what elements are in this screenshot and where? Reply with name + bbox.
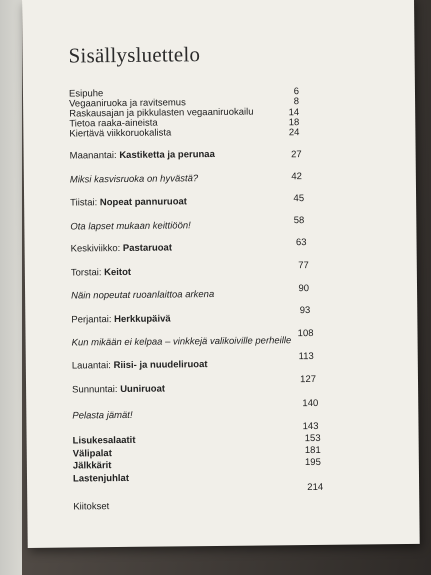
toc-page-number: 58 — [293, 215, 305, 227]
toc-page-number: 93 — [299, 304, 311, 317]
toc-entry-lauantai: Lauantai: Riisi- ja nuudeliruoat — [71, 359, 208, 372]
toc-entry-esipuhe: Esipuhe — [68, 88, 104, 100]
toc-page-number: 153 — [304, 432, 321, 445]
toc-page-number: 63 — [295, 237, 307, 249]
toc-entry-raaka-aineet: Tietoa raaka-aineista — [69, 117, 158, 130]
toc-entry-sunnuntai: Sunnuntai: Uuniruoat — [72, 383, 166, 396]
toc-entry-perjantai: Perjantai: Herkkupäivä — [71, 313, 171, 326]
toc-entry-ravitsemus: Vegaaniruoka ja ravitsemus — [69, 97, 186, 110]
toc-entry-maanantai: Maanantai: Kastiketta ja perunaa — [69, 148, 215, 162]
toc-entry-jalkkarit: Jälkkärit — [72, 460, 112, 472]
toc-page-number: 143 — [302, 420, 319, 433]
toc-entry-kiitokset: Kiitokset — [73, 501, 110, 513]
toc-page-number: 90 — [298, 283, 310, 295]
toc-entry-viikkoruokalista: Kiertävä viikkoruokalista — [69, 127, 172, 140]
book-page — [22, 0, 420, 548]
toc-page-number: 127 — [300, 373, 317, 386]
toc-page-number: 8 — [293, 96, 300, 108]
toc-entry-kelpaa: Kun mikään ei kelpaa – vinkkejä valikoiville perheille — [71, 335, 292, 349]
toc-entry-keskiviikko: Keskiviikko: Pastaruoat — [70, 242, 173, 255]
toc-page-number: 45 — [293, 193, 305, 205]
toc-entry-lastenjuhlat: Lastenjuhlat — [72, 472, 130, 485]
toc-entry-lapset: Ota lapset mukaan keittiöön! — [70, 220, 191, 233]
toc-entry-raskausajan: Raskausajan ja pikkulasten vegaaniruokailu — [69, 106, 254, 120]
toc-page-number: 108 — [297, 327, 314, 340]
toc-page-number: 214 — [307, 481, 324, 494]
toc-entry-torstai: Torstai: Keitot — [70, 266, 132, 279]
toc-entry-jamat: Pelasta jämät! — [72, 409, 133, 422]
toc-page-number: 14 — [288, 107, 300, 119]
toc-page-number: 195 — [304, 456, 321, 469]
toc-entry-lisukesalaatit: Lisukesalaatit — [72, 434, 136, 447]
toc-page-number: 140 — [302, 397, 319, 410]
toc-page-number: 77 — [298, 260, 309, 272]
toc-entry-valipalat: Välipalat — [72, 448, 112, 460]
toc-entry-kasvisruoka: Miksi kasvisruoka on hyvästä? — [69, 173, 199, 186]
toc-entry-nopeutat: Näin nopeutat ruoanlaittoa arkena — [71, 289, 215, 302]
toc-page-number: 27 — [290, 149, 302, 161]
toc-page-number: 113 — [298, 350, 314, 363]
toc-entry-tiistai: Tiistai: Nopeat pannuruoat — [70, 196, 188, 209]
facing-page-edge — [0, 0, 22, 575]
toc-page-number: 18 — [288, 117, 300, 129]
toc-page-number: 181 — [304, 444, 321, 457]
toc-page-number: 42 — [291, 171, 302, 183]
toc-page-number: 6 — [293, 86, 300, 98]
page-title: Sisällysluettelo — [68, 42, 201, 68]
toc-page-number: 24 — [288, 127, 300, 139]
